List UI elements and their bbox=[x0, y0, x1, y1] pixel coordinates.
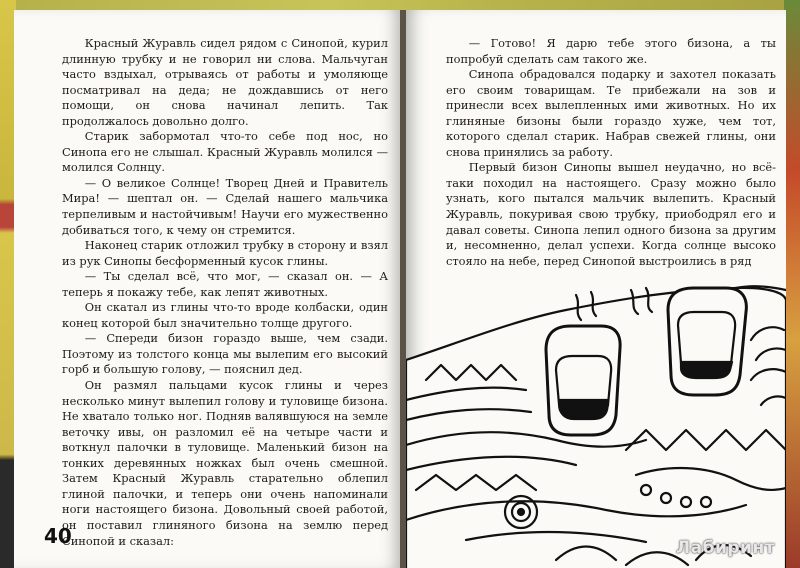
paragraph: Наконец старик отложил трубку в сторону и взял из рук Синопы бесформенный кусок глины. bbox=[62, 238, 388, 268]
paragraph: Синопа обрадовался подарку и захотел показать его своим товарищам. Те прибежали на зов и принесли всех вылепленных ими животных. Но их глиняные бизоны были гораздо хуже, чем тот, которого сделал старик. Набрав свежей глины, они снова принялись за работу. bbox=[446, 67, 776, 159]
paragraph: Он размял пальцами кусок глины и через несколько минут вылепил голову и туловище бизона. Не хватало только ног. Подняв валявшуюся на земле веточку ивы, он разломил её на четыре части и воткнул палочки в туловище. Маленький бизон на тонких деревянных ножках был очень смешной. Затем Красный Журавль старательно облепил глиной палочки, и теперь они очень напоминали ноги настоящего бизона. Довольный своей работой, он поставил глиняного бизона на землю перед Синопой и сказал: bbox=[62, 378, 388, 548]
watermark: Лабиринт bbox=[676, 538, 776, 558]
page-number: 40 bbox=[44, 524, 72, 548]
paragraph: — Ты сделал всё, что мог, — сказал он. — А теперь я покажу тебе, как лепят животных. bbox=[62, 269, 388, 299]
right-page-text bbox=[446, 36, 776, 269]
paragraph: Старик забормотал что-то себе под нос, но Синопа его не слышал. Красный Журавль молился — молился Солнцу. bbox=[62, 129, 388, 175]
left-page bbox=[14, 10, 402, 568]
cover-edge-right bbox=[784, 0, 800, 568]
paragraph: — Спереди бизон гораздо выше, чем сзади. Поэтому из толстого конца мы вылепим его высокий горб и большую голову, — пояснил дед. bbox=[62, 331, 388, 377]
paragraph: — Готово! Я дарю тебе этого бизона, а ты попробуй сделать сам такого же. bbox=[446, 36, 776, 66]
paragraph: Он скатал из глины что-то вроде колбаски, один конец которой был значительно толще другого. bbox=[62, 300, 388, 330]
paragraph: Красный Журавль сидел рядом с Синопой, курил длинную трубку и не говорил ни слова. Мальчуган часто вздыхал, отрываясь от работы и умоляюще посматривал на деда; не дождавшись от него помощи, он снова начинал лепить. Так продолжалось довольно долго. bbox=[62, 36, 388, 128]
left-page-text bbox=[62, 36, 388, 549]
right-page bbox=[406, 10, 786, 568]
paragraph: Первый бизон Синопы вышел неудачно, но всё-таки походил на настоящего. Сразу можно было узнать, кого пытался мальчик вылепить. Красный Журавль, покуривая свою трубку, приободрял его и давал советы. Синопа лепил одного бизона за другим и, несомненно, делал успехи. Когда солнце высоко стояло на небе, перед Синопой выстроились в ряд bbox=[446, 160, 776, 268]
bison-illustration bbox=[406, 280, 786, 568]
paragraph: — О великое Солнце! Творец Дней и Правитель Мира! — шептал он. — Сделай нашего мальчика терпеливым и настойчивым! Научи его мужественно добиваться того, к чему он стремится. bbox=[62, 175, 388, 237]
